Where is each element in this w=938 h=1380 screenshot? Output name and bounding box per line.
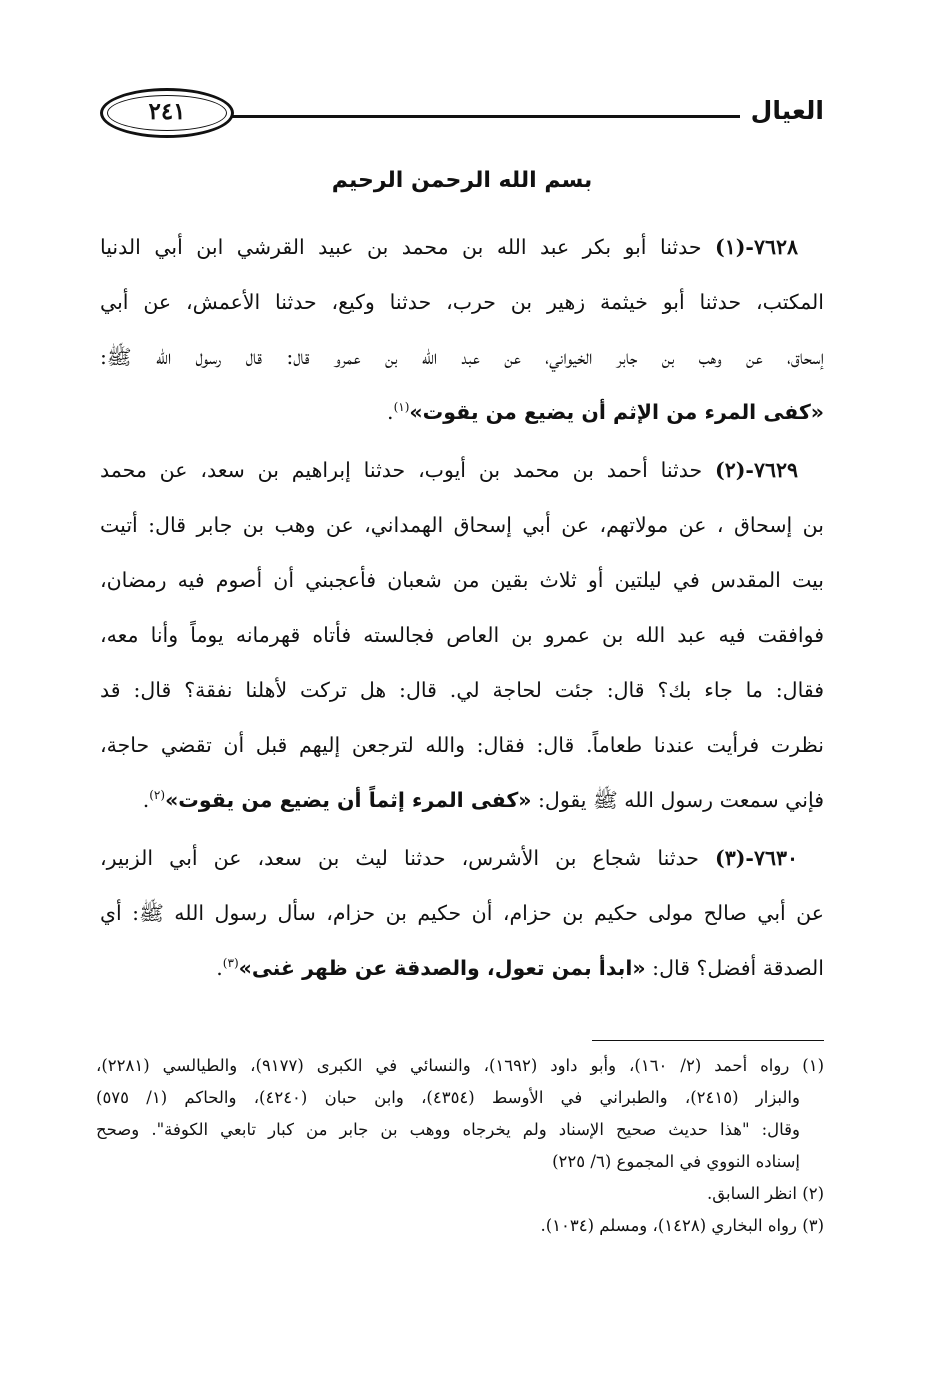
hadith-number: ٧٦٢٨-(١) [715, 235, 798, 259]
footnote-line: (١) رواه أحمد (٢/ ١٦٠)، وأبو داود (١٦٩٢)، والنسائي في الكبرى (٩١٧٧)، والطيالسي (٢٢٨١)، [96, 1056, 824, 1075]
footnotes [96, 1050, 824, 1242]
sentence-end: . [387, 400, 394, 424]
text-line: بيت المقدس في ليلتين أو ثلاث بقين من شعبان فأعجبني أن أصوم فيه رمضان، [100, 568, 824, 592]
text-line [100, 385, 824, 440]
header-rule [232, 115, 740, 118]
text-line: فقال: ما جاء بك؟ قال: جئت لحاجة لي. قال: هل تركت لأهلنا نفقة؟ قال: قد [100, 678, 824, 702]
prophetic-quote: «كفى المرء من الإثم أن يضيع من يقوت» [409, 400, 824, 424]
text-line: عن أبي صالح مولى حكيم بن حزام، أن حكيم بن حزام، سأل رسول الله ﷺ: أي [100, 901, 824, 925]
footnote-line: إسناده النووي في المجموع (٦/ ٢٢٥) [552, 1152, 800, 1171]
hadith-7628 [100, 220, 824, 440]
line-text: حدثنا شجاع بن الأشرس، حدثنا ليث بن سعد، عن أبي الزبير، [100, 846, 716, 870]
prophetic-quote: «كفى المرء إثماً أن يضيع من يقوت» [165, 788, 532, 812]
hadith-7629 [100, 443, 824, 828]
text-line: المكتب، حدثنا أبو خيثمة زهير بن حرب، حدثنا وكيع، حدثنا الأعمش، عن أبي [100, 290, 824, 314]
line-text: حدثنا أحمد بن محمد بن أيوب، حدثنا إبراهيم بن سعد، عن محمد [100, 458, 716, 482]
footnote-line: وقال: "هذا حديث صحيح الإسناد ولم يخرجاه ووهب بن جابر من كبار تابعي الكوفة". وصحح [96, 1120, 800, 1139]
hadith-number: ٧٦٢٩-(٢) [715, 458, 798, 482]
page-number: ٢٤١ [148, 98, 186, 125]
footnote-ref: (٢) [149, 788, 166, 803]
text-line [100, 773, 824, 828]
footnote-separator [592, 1040, 824, 1041]
text-line: إسحاق، عن وهب بن جابر الخيواني، عن عبد الله بن عمرو قال: قال رسول الله ﷺ: [100, 345, 824, 369]
hadith-number: ٧٦٣٠-(٣) [715, 846, 798, 870]
prophetic-quote: «ابدأ بمن تعول، والصدقة عن ظهر غنى» [238, 956, 646, 980]
footnote-1 [96, 1050, 824, 1178]
footnote-line: (٣) رواه البخاري (١٤٢٨)، ومسلم (١٠٣٤). [540, 1216, 824, 1235]
footnote-3 [96, 1210, 824, 1242]
text-line: بن إسحاق ، عن مولاتهم، عن أبي إسحاق الهمداني، عن وهب بن جابر قال: أتيت [100, 513, 824, 537]
text-line [100, 220, 824, 275]
page-number-oval [100, 88, 234, 138]
footnote-line: والبزار (٢٤١٥)، والطبراني في الأوسط (٤٣٥٤)، وابن حبان (٤٢٤٠)، والحاكم (١/ ٥٧٥) [96, 1088, 800, 1107]
text-line [100, 941, 824, 996]
text-line: فوافقت فيه عبد الله بن عمرو بن العاص فجالسته فأتاه قهرمانه يوماً وأنا معه، [100, 623, 824, 647]
text-line [100, 831, 824, 886]
footnote-2 [96, 1178, 824, 1210]
text-line: نظرت فرأيت عندنا طعاماً. قال: فقال: والله لترجعن إليهم قبل أن تقضي حاجة، [100, 733, 824, 757]
line-text: حدثنا أبو بكر عبد الله بن محمد بن عبيد القرشي ابن أبي الدنيا [100, 235, 716, 259]
sentence-end: . [142, 788, 150, 812]
line-text: الصدقة أفضل؟ قال: [645, 956, 824, 980]
basmala: بسم الله الرحمن الرحيم [331, 168, 593, 193]
footnote-ref: (١) [393, 400, 410, 415]
footnote-line: (٢) انظر السابق. [706, 1184, 824, 1203]
sentence-end: . [216, 956, 223, 980]
line-text: فإني سمعت رسول الله ﷺ يقول: [531, 788, 824, 812]
chapter-title: العيال [750, 96, 824, 125]
running-header [100, 88, 824, 140]
hadith-7630 [100, 831, 824, 996]
text-line [100, 443, 824, 498]
footnote-ref: (٣) [222, 956, 239, 971]
